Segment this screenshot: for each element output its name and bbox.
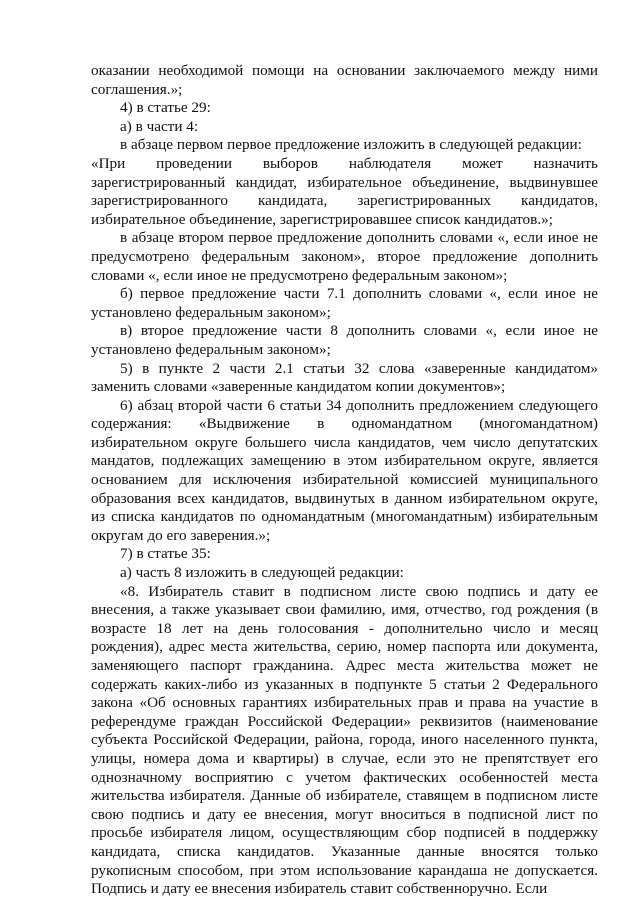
paragraph-item-4: 4) в статье 29: xyxy=(120,99,211,117)
paragraph-item-6: 6) абзац второй части 6 статьи 34 дополнить предложением следующего содержания: «Выдвижение в одномандатном (многомандатном) избирательном округе большего числа кандидатов, чем число депутатских мандатов, подлежащих замещению в этом избирательном округе, является основанием для исключения избирательной комиссией муниципального образования всех кандидатов, выдвинутых в данном избирательном округе, из списка кандидатов по одномандатным (многомандатным) избирательным округам до его заверения.»; xyxy=(91,396,598,544)
paragraph-subitem-v: в) второе предложение части 8 дополнить словами «, если иное не установлено федеральным законом»; xyxy=(91,322,598,358)
document-body xyxy=(91,62,598,899)
paragraph-subitem-b: б) первое предложение части 7.1 дополнить словами «, если иное не установлено федеральным законом»; xyxy=(91,285,598,321)
paragraph-continuation: оказании необходимой помощи на основании заключаемого между ними соглашения.»; xyxy=(91,62,598,98)
paragraph-item-7a: а) часть 8 изложить в следующей редакции: xyxy=(120,564,404,582)
paragraph-item-7: 7) в статье 35: xyxy=(120,545,211,563)
paragraph-quote-observer: «При проведении выборов наблюдателя может назначить зарегистрированный кандидат, избирательное объединение, выдвинувшее зарегистрированного кандидата, зарегистрированных кандидатов, избирательное объединение, зарегистрировавшее список кандидатов.»; xyxy=(91,154,598,228)
paragraph-item-5: 5) в пункте 2 части 2.1 статьи 32 слова «заверенные кандидатом» заменить словами «заверенные кандидатом копии документов»; xyxy=(91,359,598,396)
paragraph-second-abzac: в абзаце втором первое предложение дополнить словами «, если иное не предусмотрено федеральным законом», второе предложение дополнить словами «, если иное не предусмотрено федеральным законом»; xyxy=(91,229,598,284)
paragraph-first-abzac: в абзаце первом первое предложение изложить в следующей редакции: xyxy=(120,136,582,154)
paragraph-quote-part-8: «8. Избиратель ставит в подписном листе свою подпись и дату ее внесения, а также указывает свои фамилию, имя, отчество, год рождения (в возрасте 18 лет на день голосования - дополнительно число и месяц рождения), адрес места жительства, серию, номер паспорта или документа, заменяющего паспорт гражданина. Адрес места жительства может не содержать каких-либо из указанных в подпункте 5 статьи 2 Федерального закона «Об основных гарантиях избирательных прав и права на участие в референдуме граждан Российской Федерации» реквизитов (наименование субъекта Российской Федерации, района, города, иного населенного пункта, улицы, номера дома и квартиры) в случае, если это не препятствует его однозначному восприятию с учетом фактических особенностей места жительства избирателя. Данные об избирателе, ставящем в подписном листе свою подпись и дату ее внесения, могут вноситься в подписной лист по просьбе избирателя лицом, осуществляющим сбор подписей в поддержку кандидата, списка кандидатов. Указанные данные вносятся только рукописным способом, при этом использование карандаша не допускается. Подпись и дату ее внесения избиратель ставит собственноручно. Если xyxy=(91,582,598,898)
paragraph-subitem-a: а) в части 4: xyxy=(120,117,199,135)
